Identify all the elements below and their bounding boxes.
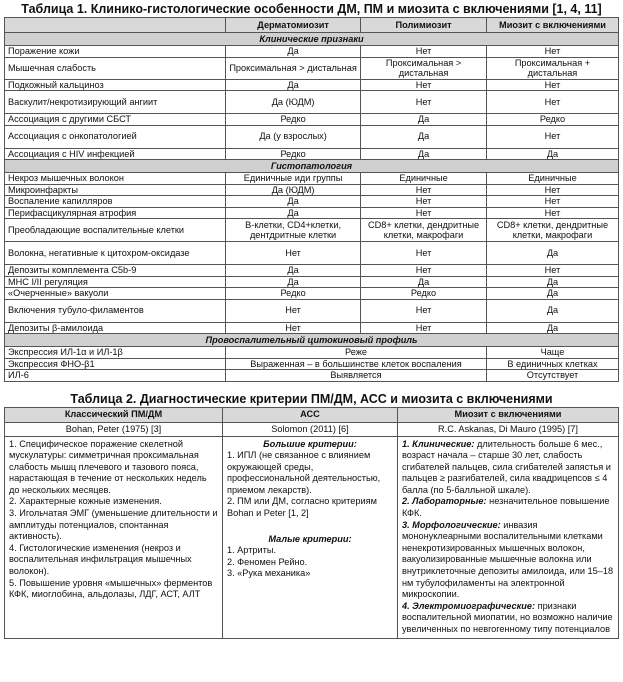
- criterion: 3. Игольчатая ЭМГ (уменьшение длительности и амплитуды потенциалов, спонтанная активность).: [9, 508, 218, 542]
- row-value: Проксимальная > дистальная: [361, 57, 487, 79]
- row-value: Да: [486, 242, 618, 265]
- row-value: Редко: [361, 288, 487, 300]
- criterion: 2. ПМ или ДМ, согласно критериям Bohan и Peter [1, 2]: [226, 496, 377, 519]
- criterion: 2. Характерные кожные изменения.: [9, 496, 162, 507]
- row-value: Нет: [486, 207, 618, 219]
- row-label: Поражение кожи: [5, 46, 226, 58]
- table-row: [5, 299, 619, 322]
- row-label: Перифасцикулярная атрофия: [5, 207, 226, 219]
- row-value: Да: [226, 207, 361, 219]
- table-row: [5, 91, 619, 114]
- row-value: Нет: [486, 196, 618, 208]
- row-value: Да: [486, 299, 618, 322]
- table-row: [5, 46, 619, 58]
- row-value: Редко: [226, 148, 361, 160]
- row-value: Нет: [361, 184, 487, 196]
- row-value: Нет: [361, 207, 487, 219]
- row-value: Нет: [361, 46, 487, 58]
- criterion-text: длительность больше 6 мес., возраст начала – старше 30 лет, слабость сгибателей пальцев, сила сгибателей запястья и пальцев ≥ разгибателей, сила квадрицепсов ≤ 4 балла (по 5-балльной шкале).: [401, 438, 611, 495]
- row-value: Нет: [226, 322, 361, 334]
- row-value: Нет: [486, 265, 618, 277]
- row-value: Да: [226, 46, 361, 58]
- major-criteria-title: Большие критерии:: [263, 438, 357, 449]
- table-row: [5, 125, 619, 148]
- criteria-ibm: [397, 436, 618, 638]
- row-value: Нет: [486, 46, 618, 58]
- row-label: МНС I/II регуляция: [5, 276, 226, 288]
- criterion: 3. «Рука механика»: [226, 568, 311, 579]
- table-row: [5, 57, 619, 79]
- row-value: Да: [226, 196, 361, 208]
- row-label: Включения тубуло-филаментов: [5, 299, 226, 322]
- row-value: Редко: [226, 288, 361, 300]
- table1-header-row: [5, 18, 619, 33]
- row-label: Преобладающие воспалительные клетки: [5, 219, 226, 242]
- authors-cell: Bohan, Peter (1975) [3]: [5, 422, 223, 436]
- criteria-acc: [222, 436, 397, 638]
- minor-criteria-title: Малые критерии:: [268, 533, 352, 544]
- row-label: Депозиты β-амилоида: [5, 322, 226, 334]
- row-value: Единичные: [486, 173, 618, 185]
- row-label: Микроинфаркты: [5, 184, 226, 196]
- row-value: Редко: [486, 114, 618, 126]
- row-value: Да: [226, 79, 361, 91]
- table-row: [5, 114, 619, 126]
- table-row: [5, 242, 619, 265]
- row-label: Волокна, негативные к цитохром-оксидазе: [5, 242, 226, 265]
- row-value: Нет: [486, 184, 618, 196]
- criterion-text: признаки воспалительной миопатии, но возможно наличие увеличенных по невrогенному типу потенциалов: [401, 600, 613, 634]
- row-value: Нет: [226, 299, 361, 322]
- criterion-head: 1. Клинические:: [401, 438, 475, 449]
- criterion-head: 3. Морфологические:: [401, 519, 501, 530]
- row-label: «Очерченные» вакуоли: [5, 288, 226, 300]
- row-value: Да: [226, 276, 361, 288]
- row-value: В единичных клетках: [486, 358, 618, 370]
- table1-title: Таблица 1. Клинико-гистологические особенности ДМ, ПМ и миозита с включениями [1, 4, 11]: [21, 2, 602, 16]
- criterion: 1. ИПЛ (не связанное с влиянием окружающей среды, профессиональной деятельностью, приемом лекарств).: [226, 450, 381, 495]
- table-row: [5, 370, 619, 382]
- row-value: Нет: [361, 299, 487, 322]
- row-value: Да (ЮДМ): [226, 91, 361, 114]
- table1-header-cell: Полимиозит: [361, 18, 487, 33]
- table2-header-cell: Классический ПМ/ДМ: [5, 407, 223, 422]
- row-label: Ассоциация с HIV инфекцией: [5, 148, 226, 160]
- table1: [4, 17, 619, 382]
- table-row: [5, 196, 619, 208]
- table-row: [5, 173, 619, 185]
- section-title: Провоспалительный цитокиновый профиль: [5, 334, 619, 347]
- criterion: [402, 601, 614, 636]
- criterion: [402, 439, 614, 497]
- table-row: [5, 148, 619, 160]
- row-value: Отсутствует: [486, 370, 618, 382]
- row-value: Проксимальная > дистальная: [226, 57, 361, 79]
- row-value: Нет: [486, 91, 618, 114]
- table-row: [5, 219, 619, 242]
- row-value: Чаще: [486, 347, 618, 359]
- criterion-text: инвазия мононуклеарными воспалительными клетками ненекротизированных мышечных волокон, вакуолизированные мышечные волокна или внутриклеточные депозиты амилоида, или 15–18 нм тубулофиламенты на электронной микроскопии.: [401, 519, 614, 600]
- criterion: 1. Специфическое поражение скелетной мускулатуры: симметричная проксимальная слабость мышц плечевого и тазового пояса, нарастающая в течение от нескольких недель до нескольких месяцев.: [9, 438, 207, 495]
- row-label: Экспрессия ФНО-β1: [5, 358, 226, 370]
- row-value: Да (у взрослых): [226, 125, 361, 148]
- row-value: Да: [486, 148, 618, 160]
- table-row: [5, 276, 619, 288]
- row-label: ИЛ-6: [5, 370, 226, 382]
- table-gap: [4, 382, 619, 392]
- table2-header-cell: АСС: [222, 407, 397, 422]
- row-value: Да: [361, 125, 487, 148]
- row-value: Выраженная – в большинстве клеток воспаления: [226, 358, 487, 370]
- table-row: [5, 207, 619, 219]
- criterion-head: 4. Электромиографические:: [401, 600, 536, 611]
- row-value: Редко: [226, 114, 361, 126]
- row-label: Мышечная слабость: [5, 57, 226, 79]
- row-label: Ассоциация с другими СБСТ: [5, 114, 226, 126]
- table-row: [5, 288, 619, 300]
- table-row: [5, 358, 619, 370]
- row-value: B-клетки, CD4+клетки, дентдритные клетки: [226, 219, 361, 242]
- row-value: Да: [486, 288, 618, 300]
- row-label: Депозиты комплемента C5b-9: [5, 265, 226, 277]
- row-value: Единичные иди группы: [226, 173, 361, 185]
- table2: [4, 407, 619, 639]
- row-label: Некроз мышечных волокон: [5, 173, 226, 185]
- row-value: Да: [361, 276, 487, 288]
- section-row: [5, 33, 619, 46]
- section-row: [5, 160, 619, 173]
- row-label: Воспаление капилляров: [5, 196, 226, 208]
- section-row: [5, 334, 619, 347]
- table-row: [5, 322, 619, 334]
- row-value: Единичные: [361, 173, 487, 185]
- table-row: [5, 265, 619, 277]
- row-label: Экспрессия ИЛ-1α и ИЛ-1β: [5, 347, 226, 359]
- row-value: Нет: [486, 79, 618, 91]
- criterion: 2. Феномен Рейно.: [226, 556, 308, 567]
- authors-cell: Solomon (2011) [6]: [222, 422, 397, 436]
- criterion: 4. Гистологические изменения (некроз и воспалительная инфильтрация мышечных волокон).: [9, 542, 192, 577]
- table1-header-cell: Дерматомиозит: [226, 18, 361, 33]
- section-title: Клинические признаки: [5, 33, 619, 46]
- table1-header-cell: [5, 18, 226, 33]
- criterion: [402, 496, 614, 519]
- row-label: Ассоциация с онкопатологией: [5, 125, 226, 148]
- section-title: Гистопатология: [5, 160, 619, 173]
- table2-criteria-row: [5, 436, 619, 638]
- table1-body: [5, 33, 619, 382]
- row-value: Да: [486, 322, 618, 334]
- row-value: Нет: [226, 242, 361, 265]
- criterion: [402, 520, 614, 601]
- table2-title: Таблица 2. Диагностические критерии ПМ/ДМ, АСС и миозита с включениями: [70, 391, 553, 406]
- authors-cell: R.C. Askanas, Di Mauro (1995) [7]: [397, 422, 618, 436]
- row-label: Подкожный кальциноз: [5, 79, 226, 91]
- row-value: Нет: [486, 125, 618, 148]
- table-row: [5, 347, 619, 359]
- table-row: [5, 184, 619, 196]
- criterion-head: 2. Лабораторные:: [401, 496, 487, 507]
- row-value: Нет: [361, 242, 487, 265]
- row-value: Реже: [226, 347, 487, 359]
- row-value: Нет: [361, 265, 487, 277]
- row-value: Да: [226, 265, 361, 277]
- row-label: Васкулит/некротизирующий ангиит: [5, 91, 226, 114]
- row-value: CD8+ клетки, дендритные клетки, макрофаги: [486, 219, 618, 242]
- row-value: Нет: [361, 79, 487, 91]
- criterion: 1. Артриты.: [226, 545, 277, 556]
- row-value: Да: [486, 276, 618, 288]
- table1-header-cell: Миозит с включениями: [486, 18, 618, 33]
- row-value: Проксимальная + дистальная: [486, 57, 618, 79]
- row-value: Нет: [361, 196, 487, 208]
- row-value: Да: [361, 114, 487, 126]
- table-row: [5, 79, 619, 91]
- criterion: 5. Повышение уровня «мышечных» ферментов КФК, миоглобина, альдолазы, ЛДГ, АСТ, АЛТ: [9, 577, 213, 600]
- criterion-text: незначительное повышение КФК.: [401, 496, 610, 519]
- table2-header-cell: Миозит с включениями: [397, 407, 618, 422]
- table2-authors-row: [5, 422, 619, 436]
- row-value: Выявляется: [226, 370, 487, 382]
- row-value: Нет: [361, 91, 487, 114]
- row-value: Нет: [361, 322, 487, 334]
- row-value: Да (ЮДМ): [226, 184, 361, 196]
- row-value: CD8+ клетки, дендритные клетки, макрофаги: [361, 219, 487, 242]
- table2-header-row: [5, 407, 619, 422]
- criteria-pm-dm: [5, 436, 223, 638]
- row-value: Да: [361, 148, 487, 160]
